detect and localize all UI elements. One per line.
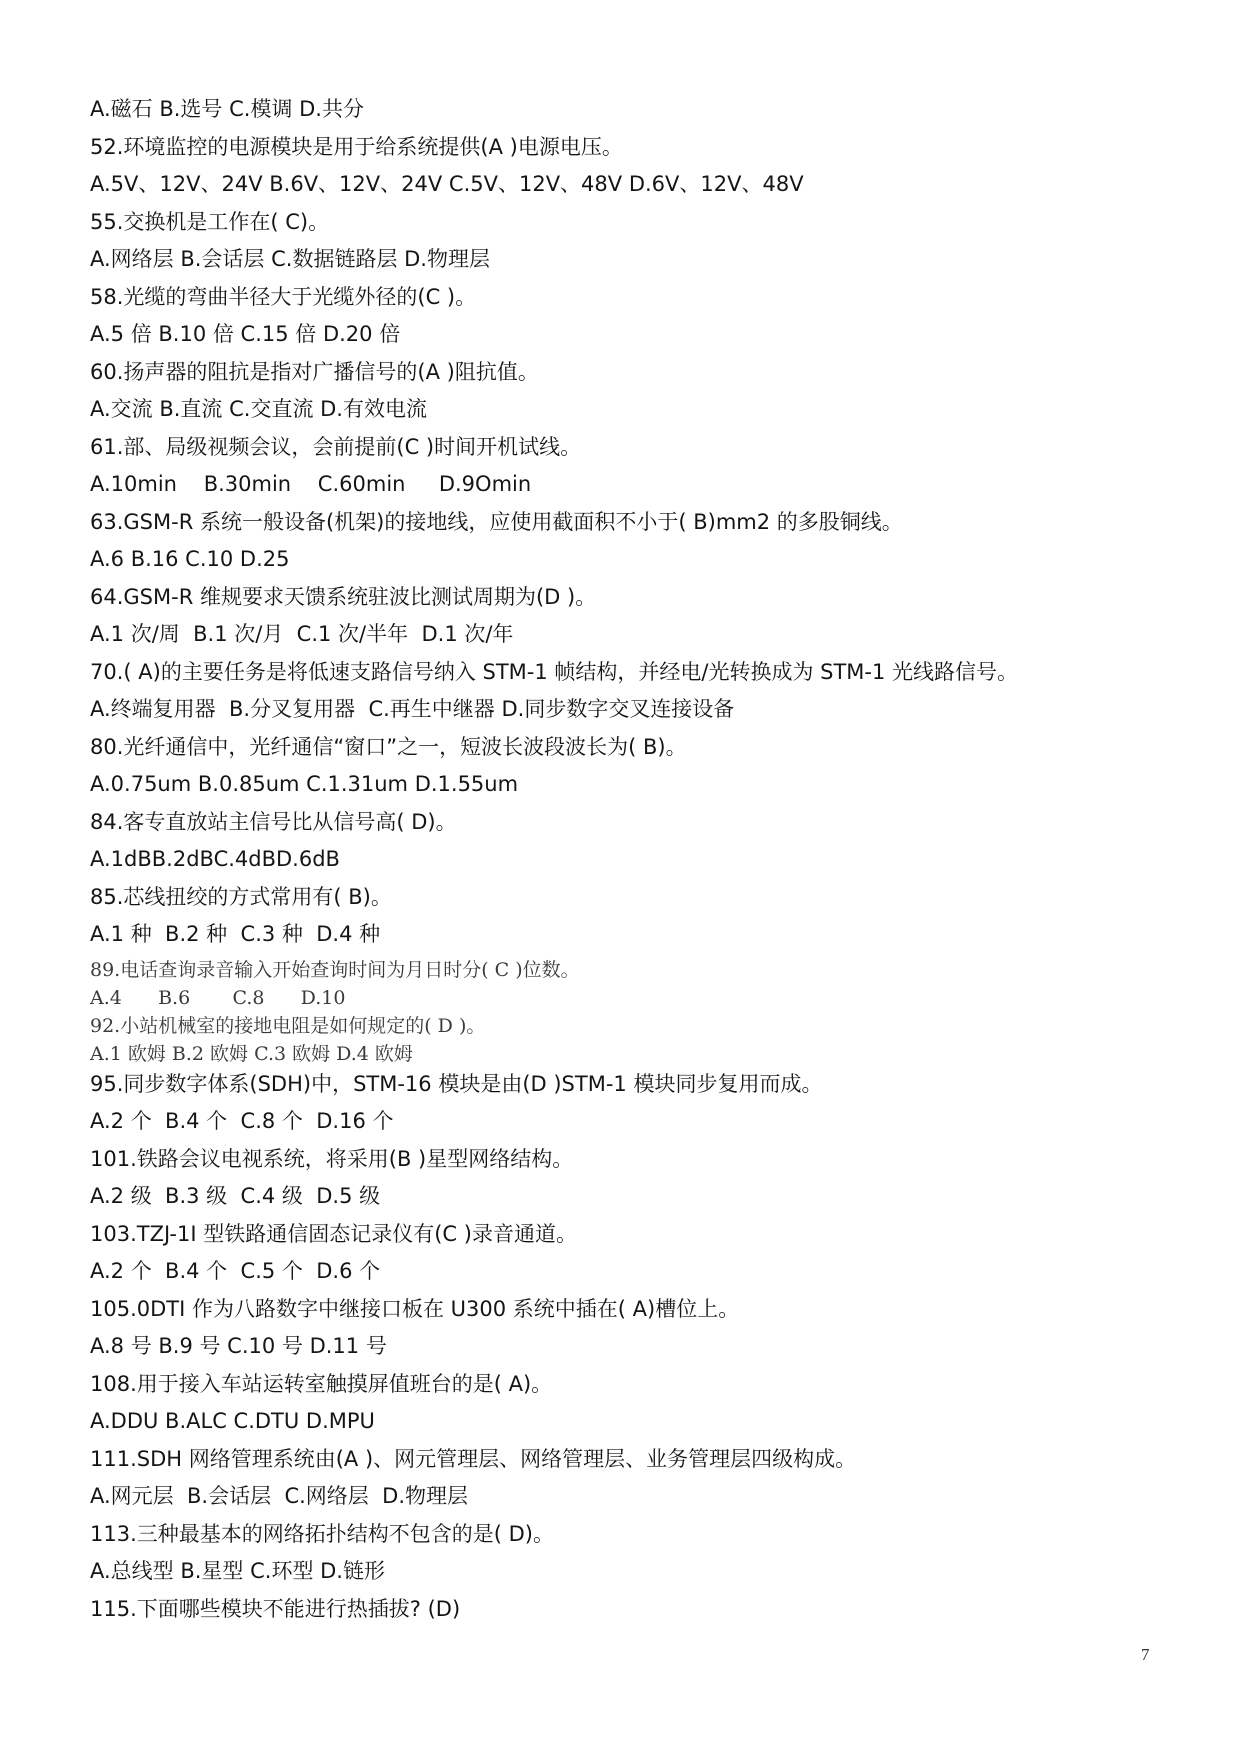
question-line: 52.环境监控的电源模块是用于给系统提供(A )电源电压。 — [90, 134, 623, 159]
question-line: 61.部、局级视频会议，会前提前(C )时间开机试线。 — [90, 434, 582, 459]
question-line: 113.三种最基本的网络拓扑结构不包含的是( D)。 — [90, 1521, 554, 1546]
question-line: 60.扬声器的阻抗是指对广播信号的(A )阻抗值。 — [90, 359, 539, 384]
question-line: 92.小站机械室的接地电阻是如何规定的( D )。 — [90, 1014, 486, 1037]
answer-options-line: A.4 B.6 C.8 D.10 — [90, 986, 346, 1009]
answer-options-line: A.DDU B.ALC C.DTU D.MPU — [90, 1409, 375, 1433]
question-line: 85.芯线扭绞的方式常用有( B)。 — [90, 884, 392, 909]
answer-options-line: A.网络层 B.会话层 C.数据链路层 D.物理层 — [90, 247, 490, 271]
answer-options-line: A.1 欧姆 B.2 欧姆 C.3 欧姆 D.4 欧姆 — [90, 1042, 413, 1065]
answer-options-line: A.磁石 B.选号 C.模调 D.共分 — [90, 97, 364, 121]
answer-options-line: A.0.75um B.0.85um C.1.31um D.1.55um — [90, 772, 519, 796]
answer-options-line: A.10min B.30min C.60min D.9Omin — [90, 472, 532, 496]
answer-options-line: A.2 个 B.4 个 C.5 个 D.6 个 — [90, 1259, 381, 1283]
answer-options-line: A.1 次/周 B.1 次/月 C.1 次/半年 D.1 次/年 — [90, 622, 514, 646]
answer-options-line: A.交流 B.直流 C.交直流 D.有效电流 — [90, 397, 427, 421]
question-line: 108.用于接入车站运转室触摸屏值班台的是( A)。 — [90, 1371, 553, 1396]
answer-options-line: A.5 倍 B.10 倍 C.15 倍 D.20 倍 — [90, 322, 401, 346]
answer-options-line: A.终端复用器 B.分叉复用器 C.再生中继器 D.同步数字交叉连接设备 — [90, 697, 735, 721]
question-line: 63.GSM-R 系统一般设备(机架)的接地线，应使用截面积不小于( B)mm2 的多股铜线。 — [90, 509, 903, 534]
question-line: 84.客专直放站主信号比从信号高( D)。 — [90, 809, 457, 834]
question-line: 89.电话查询录音输入开始查询时间为月日时分( C )位数。 — [90, 958, 580, 981]
document-body — [90, 94, 1210, 1631]
page-number: 7 — [1141, 1645, 1150, 1664]
question-line: 111.SDH 网络管理系统由(A )、网元管理层、网络管理层、业务管理层四级构成。 — [90, 1446, 857, 1471]
question-line: 70.( A)的主要任务是将低速支路信号纳入 STM-1 帧结构，并经电/光转换成为 STM-1 光线路信号。 — [90, 659, 1019, 684]
question-line: 101.铁路会议电视系统，将采用(B )星型网络结构。 — [90, 1146, 574, 1171]
answer-options-line: A.1dBB.2dBC.4dBD.6dB — [90, 847, 340, 871]
answer-options-line: A.2 个 B.4 个 C.8 个 D.16 个 — [90, 1109, 394, 1133]
answer-options-line: A.8 号 B.9 号 C.10 号 D.11 号 — [90, 1334, 387, 1358]
question-line: 55.交换机是工作在( C)。 — [90, 209, 330, 234]
answer-options-line: A.网元层 B.会话层 C.网络层 D.物理层 — [90, 1484, 468, 1508]
answer-options-line: A.6 B.16 C.10 D.25 — [90, 547, 290, 571]
question-line: 105.0DTI 作为八路数字中继接口板在 U300 系统中插在( A)槽位上。 — [90, 1296, 740, 1321]
answer-options-line: A.2 级 B.3 级 C.4 级 D.5 级 — [90, 1184, 381, 1208]
answer-options-line: A.总线型 B.星型 C.环型 D.链形 — [90, 1559, 385, 1583]
question-line: 64.GSM-R 维规要求天馈系统驻波比测试周期为(D )。 — [90, 584, 597, 609]
answer-options-line: A.5V、12V、24V B.6V、12V、24V C.5V、12V、48V D.6V、12V、48V — [90, 172, 804, 196]
question-line: 58.光缆的弯曲半径大于光缆外径的(C )。 — [90, 284, 477, 309]
question-line: 103.TZJ-1I 型铁路通信固态记录仪有(C )录音通道。 — [90, 1221, 577, 1246]
question-line: 80.光纤通信中，光纤通信“窗口”之一，短波长波段波长为( B)。 — [90, 734, 687, 759]
answer-options-line: A.1 种 B.2 种 C.3 种 D.4 种 — [90, 922, 381, 946]
question-line: 95.同步数字体系(SDH)中，STM-16 模块是由(D )STM-1 模块同步复用而成。 — [90, 1071, 823, 1096]
question-line: 115.下面哪些模块不能进行热插拔? (D) — [90, 1596, 461, 1621]
